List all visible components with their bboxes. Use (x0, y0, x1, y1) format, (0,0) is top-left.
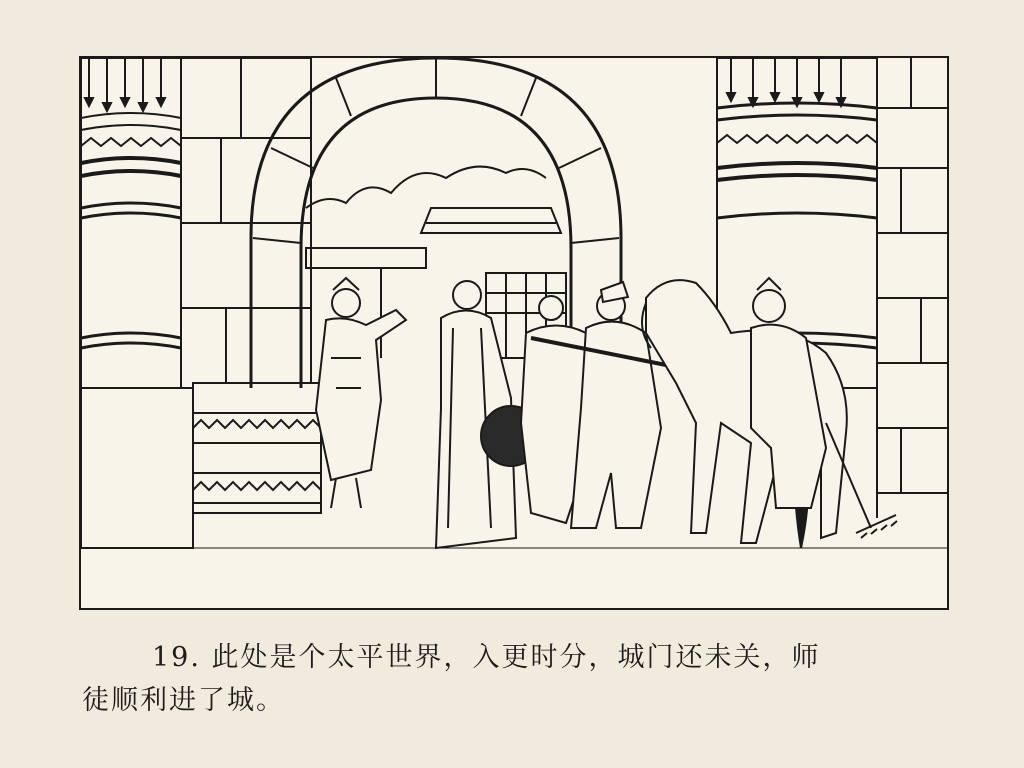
gate-guard-figure (316, 278, 406, 508)
left-pillar (81, 58, 193, 548)
caption-line-2: 徒顺利进了城。 (82, 685, 285, 716)
city-gate-illustration (81, 58, 947, 608)
caption-line-1: 19. 此处是个太平世界，入更时分，城门还未关，师 (152, 642, 821, 673)
illustration-frame (79, 56, 949, 610)
caption-text (82, 636, 952, 722)
